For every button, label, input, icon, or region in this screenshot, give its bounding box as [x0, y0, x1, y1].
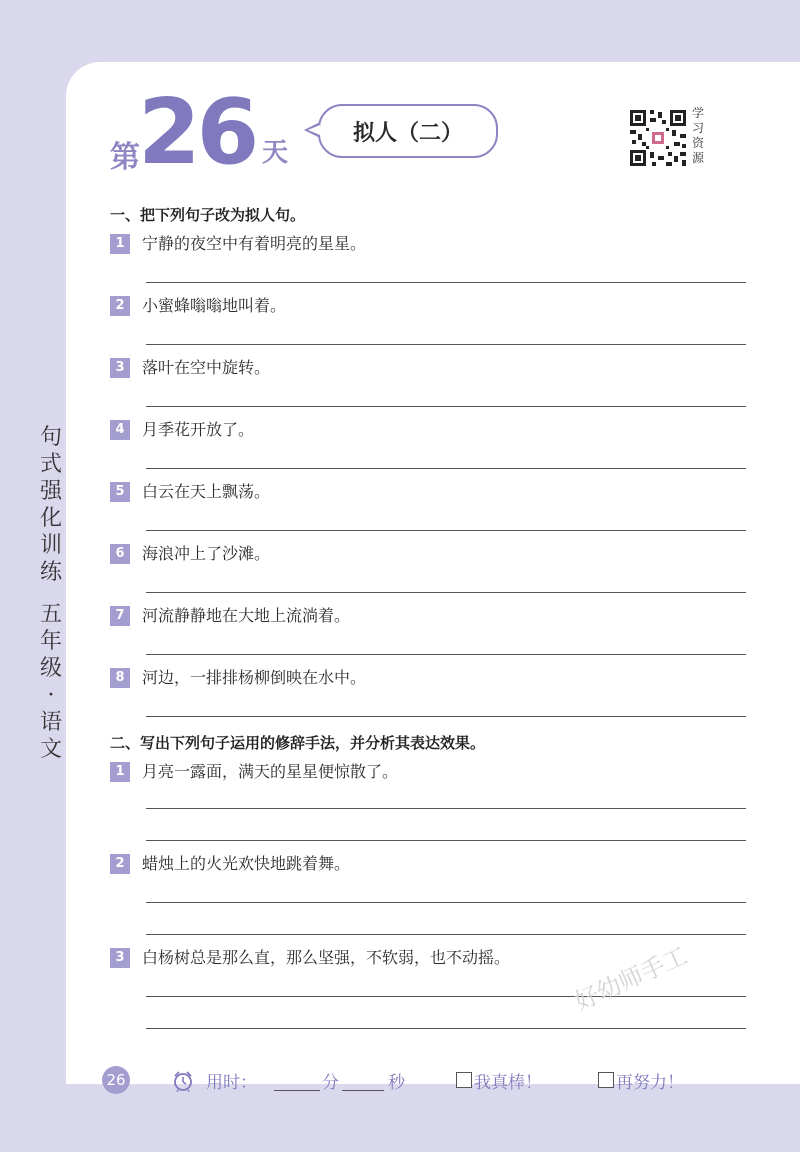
- minute-label: 分: [322, 1073, 339, 1093]
- item-number-badge: 5: [110, 482, 130, 502]
- answer-line[interactable]: [146, 934, 746, 935]
- item-number-badge: 2: [110, 854, 130, 874]
- day-suffix: 天: [262, 138, 289, 168]
- item-sentence: 白云在天上飘荡。: [142, 482, 271, 501]
- alarm-clock-icon: [172, 1070, 194, 1092]
- answer-line[interactable]: [146, 344, 746, 345]
- item-sentence: 蜡烛上的火光欢快地跳着舞。: [142, 854, 351, 873]
- qr-code-icon[interactable]: [628, 108, 688, 168]
- item-sentence: 白杨树总是那么直，那么坚强，不软弱，也不动摇。: [142, 948, 511, 967]
- day-prefix: 第: [110, 140, 140, 175]
- topic-title: 拟人（二）: [352, 119, 463, 146]
- answer-line[interactable]: [146, 530, 746, 531]
- speech-bubble-tail-inner: [308, 125, 320, 135]
- time-label: 用时：: [206, 1073, 257, 1093]
- item-number-badge: 7: [110, 606, 130, 626]
- item-number-badge: 1: [110, 762, 130, 782]
- great-checkbox[interactable]: [456, 1072, 472, 1088]
- sidebar-series: 句式强化训练: [39, 425, 62, 585]
- answer-line[interactable]: [146, 282, 746, 283]
- qr-label: 学习资源: [692, 106, 705, 165]
- item-sentence: 小蜜蜂嗡嗡地叫着。: [142, 296, 287, 315]
- option-try-label: 再努力！: [616, 1073, 684, 1093]
- answer-line[interactable]: [146, 1028, 746, 1029]
- section-2-title: 二、写出下列句子运用的修辞手法，并分析其表达效果。: [110, 734, 486, 752]
- item-number-badge: 4: [110, 420, 130, 440]
- answer-line[interactable]: [146, 654, 746, 655]
- sidebar-dot: ·: [47, 683, 55, 708]
- answer-line[interactable]: [146, 902, 746, 903]
- answer-line[interactable]: [146, 996, 746, 997]
- item-sentence: 海浪冲上了沙滩。: [142, 544, 271, 563]
- minutes-blank[interactable]: [274, 1090, 320, 1091]
- sidebar-series-label: [36, 424, 66, 763]
- section-1-title: 一、把下列句子改为拟人句。: [110, 206, 306, 224]
- topic-bubble: [318, 104, 498, 158]
- item-sentence: 落叶在空中旋转。: [142, 358, 271, 377]
- answer-line[interactable]: [146, 808, 746, 809]
- item-number-badge: 3: [110, 948, 130, 968]
- answer-line[interactable]: [146, 468, 746, 469]
- sidebar-grade: 五年级: [39, 602, 62, 681]
- answer-line[interactable]: [146, 406, 746, 407]
- watermark-text: 好幼师手工: [570, 941, 692, 1017]
- try-again-checkbox[interactable]: [598, 1072, 614, 1088]
- item-number-badge: 6: [110, 544, 130, 564]
- answer-line[interactable]: [146, 840, 746, 841]
- seconds-blank[interactable]: [342, 1090, 384, 1091]
- item-sentence: 月季花开放了。: [142, 420, 255, 439]
- item-number-badge: 2: [110, 296, 130, 316]
- item-number-badge: 8: [110, 668, 130, 688]
- day-number: 26: [138, 80, 256, 185]
- page-number: 26: [102, 1066, 130, 1094]
- sidebar-subject: 语文: [39, 710, 62, 762]
- item-sentence: 河流静静地在大地上流淌着。: [142, 606, 351, 625]
- second-label: 秒: [388, 1073, 405, 1093]
- footer: [0, 1066, 800, 1096]
- item-sentence: 宁静的夜空中有着明亮的星星。: [142, 234, 367, 253]
- item-number-badge: 1: [110, 234, 130, 254]
- item-number-badge: 3: [110, 358, 130, 378]
- item-sentence: 月亮一露面，满天的星星便惊散了。: [142, 762, 399, 781]
- answer-line[interactable]: [146, 592, 746, 593]
- answer-line[interactable]: [146, 716, 746, 717]
- item-sentence: 河边，一排排杨柳倒映在水中。: [142, 668, 367, 687]
- option-great-label: 我真棒！: [474, 1073, 542, 1093]
